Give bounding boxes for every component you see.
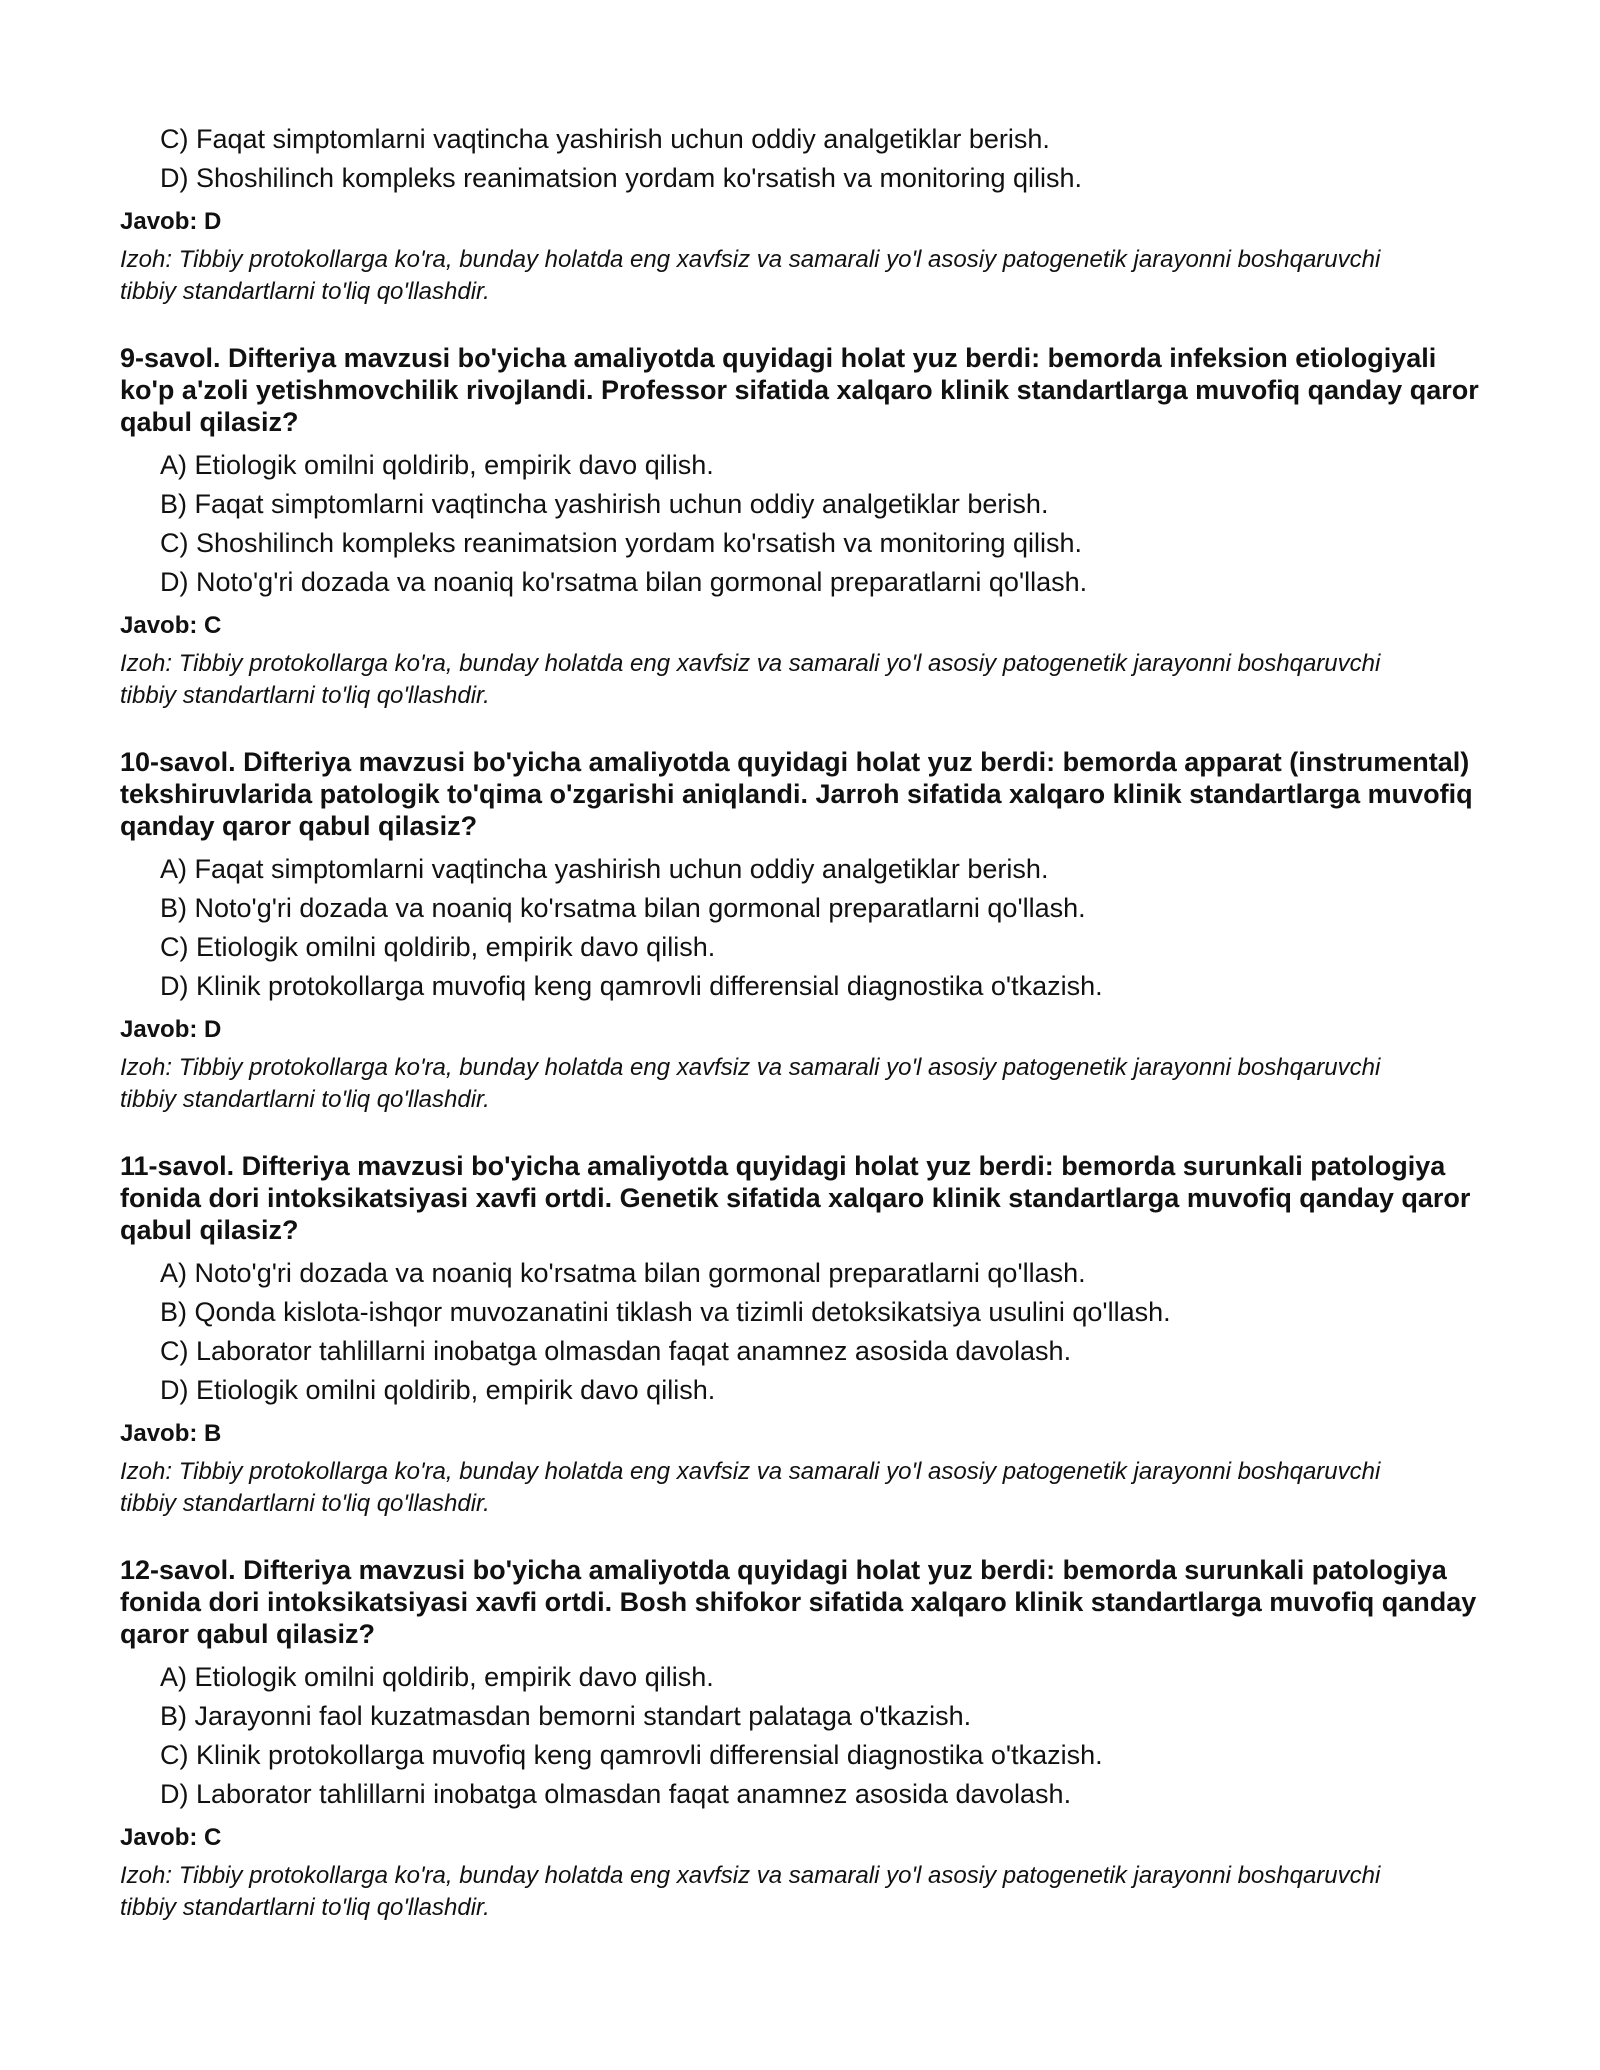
option-c: C) Faqat simptomlarni vaqtincha yashirish uchun oddiy analgetiklar berish. [160, 124, 1050, 154]
option-b: B) Qonda kislota-ishqor muvozanatini tiklash va tizimli detoksikatsiya usulini qo'llash. [160, 1297, 1171, 1327]
option-d: D) Etiologik omilni qoldirib, empirik davo qilish. [160, 1375, 716, 1405]
option-c: C) Shoshilinch kompleks reanimatsion yordam ko'rsatish va monitoring qilish. [160, 528, 1083, 558]
option-a: A) Faqat simptomlarni vaqtincha yashirish uchun oddiy analgetiklar berish. [160, 854, 1049, 884]
option-b: B) Noto'g'ri dozada va noaniq ko'rsatma bilan gormonal preparatlarni qo'llash. [160, 893, 1086, 923]
explanation-note: Izoh: Tibbiy protokollarga ko'ra, bunday holatda eng xavfsiz va samarali yo'l asosiy patogenetik jarayonni boshqaruvchi tibbiy standartlarni to'liq qo'llashdir. [120, 246, 1381, 305]
option-c: C) Etiologik omilni qoldirib, empirik davo qilish. [160, 932, 716, 962]
answer-label: Javob: D [120, 1016, 222, 1043]
question-11 [120, 1150, 1490, 1520]
question-9 [120, 342, 1490, 712]
explanation-note: Izoh: Tibbiy protokollarga ko'ra, bunday holatda eng xavfsiz va samarali yo'l asosiy patogenetik jarayonni boshqaruvchi tibbiy standartlarni to'liq qo'llashdir. [120, 1458, 1381, 1517]
question-text: 9-savol. Difteriya mavzusi bo'yicha amaliyotda quyidagi holat yuz berdi: bemorda infeksion etiologiyali ko'p a'zoli yetishmovchilik rivojlandi. Professor sifatida xalqaro klinik standartlarga muvofiq qanday qaror qabul qilasiz? [120, 343, 1479, 437]
document-page [120, 120, 1490, 1924]
question-text: 12-savol. Difteriya mavzusi bo'yicha amaliyotda quyidagi holat yuz berdi: bemorda surunkali patologiya fonida dori intoksikatsiyasi xavfi ortdi. Bosh shifokor sifatida xalqaro klinik standartlarga muvofiq qanday qaror qabul qilasiz? [120, 1555, 1477, 1649]
answer-label: Javob: D [120, 208, 222, 235]
option-b: B) Jarayonni faol kuzatmasdan bemorni standart palataga o'tkazish. [160, 1701, 972, 1731]
question-12 [120, 1554, 1490, 1924]
option-d: D) Shoshilinch kompleks reanimatsion yordam ko'rsatish va monitoring qilish. [160, 163, 1083, 193]
option-d: D) Laborator tahlillarni inobatga olmasdan faqat anamnez asosida davolash. [160, 1779, 1072, 1809]
explanation-note: Izoh: Tibbiy protokollarga ko'ra, bunday holatda eng xavfsiz va samarali yo'l asosiy patogenetik jarayonni boshqaruvchi tibbiy standartlarni to'liq qo'llashdir. [120, 1054, 1381, 1113]
question-text: 11-savol. Difteriya mavzusi bo'yicha amaliyotda quyidagi holat yuz berdi: bemorda surunkali patologiya fonida dori intoksikatsiyasi xavfi ortdi. Genetik sifatida xalqaro klinik standartlarga muvofiq qanday qaror qabul qilasiz? [120, 1151, 1471, 1245]
option-b: B) Faqat simptomlarni vaqtincha yashirish uchun oddiy analgetiklar berish. [160, 489, 1049, 519]
carryover-block [120, 120, 1490, 308]
answer-label: Javob: B [120, 1420, 222, 1447]
option-d: D) Noto'g'ri dozada va noaniq ko'rsatma bilan gormonal preparatlarni qo'llash. [160, 567, 1088, 597]
option-a: A) Noto'g'ri dozada va noaniq ko'rsatma bilan gormonal preparatlarni qo'llash. [160, 1258, 1086, 1288]
option-c: C) Laborator tahlillarni inobatga olmasdan faqat anamnez asosida davolash. [160, 1336, 1072, 1366]
option-c: C) Klinik protokollarga muvofiq keng qamrovli differensial diagnostika o'tkazish. [160, 1740, 1103, 1770]
question-10 [120, 746, 1490, 1116]
answer-label: Javob: C [120, 1824, 222, 1851]
option-a: A) Etiologik omilni qoldirib, empirik davo qilish. [160, 1662, 714, 1692]
explanation-note: Izoh: Tibbiy protokollarga ko'ra, bunday holatda eng xavfsiz va samarali yo'l asosiy patogenetik jarayonni boshqaruvchi tibbiy standartlarni to'liq qo'llashdir. [120, 1862, 1381, 1921]
explanation-note: Izoh: Tibbiy protokollarga ko'ra, bunday holatda eng xavfsiz va samarali yo'l asosiy patogenetik jarayonni boshqaruvchi tibbiy standartlarni to'liq qo'llashdir. [120, 650, 1381, 709]
option-a: A) Etiologik omilni qoldirib, empirik davo qilish. [160, 450, 714, 480]
question-text: 10-savol. Difteriya mavzusi bo'yicha amaliyotda quyidagi holat yuz berdi: bemorda apparat (instrumental) tekshiruvlarida patologik to'qima o'zgarishi aniqlandi. Jarroh sifatida xalqaro klinik standartlarga muvofiq qanday qaror qabul qilasiz? [120, 747, 1473, 841]
answer-label: Javob: C [120, 612, 222, 639]
option-d: D) Klinik protokollarga muvofiq keng qamrovli differensial diagnostika o'tkazish. [160, 971, 1103, 1001]
